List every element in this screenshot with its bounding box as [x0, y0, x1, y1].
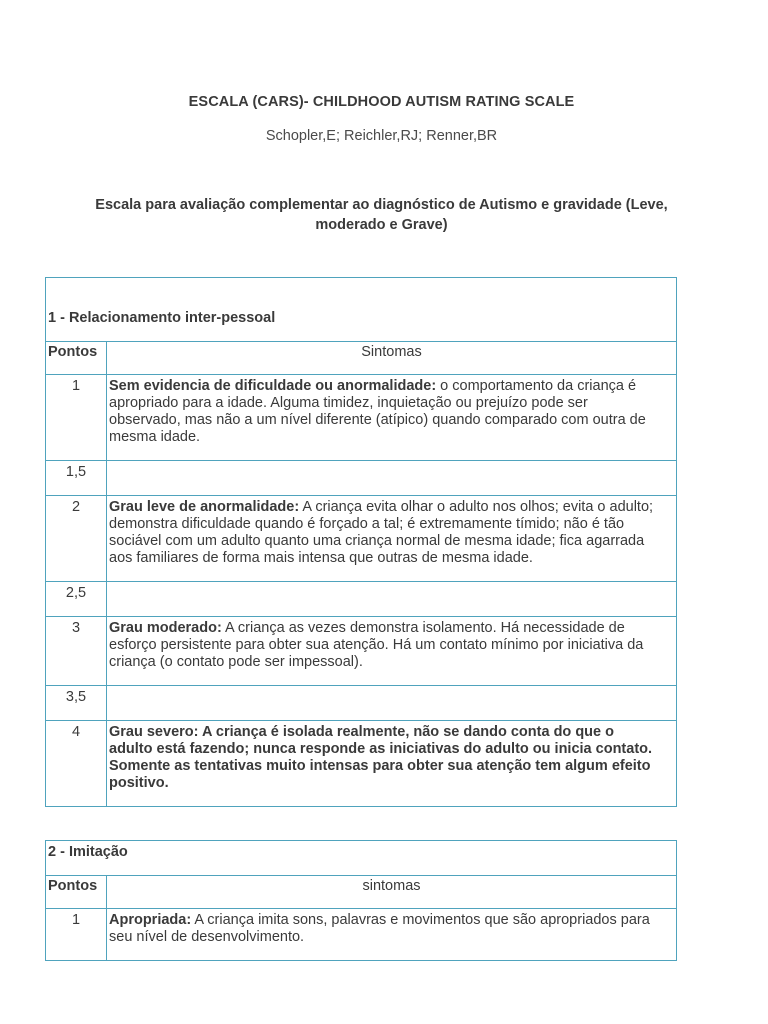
score-row — [46, 909, 677, 961]
document-subtitle: Escala para avaliação complementar ao diagnóstico de Autismo e gravidade (Leve, moderado e Grave) — [95, 197, 668, 233]
score-symptoms — [107, 909, 677, 961]
column-header-points: Pontos — [46, 342, 107, 375]
score-points: 4 — [46, 721, 107, 807]
score-symptoms — [107, 461, 677, 496]
score-symptoms — [107, 496, 677, 582]
severity-label: Grau leve de anormalidade: — [109, 499, 300, 515]
score-points: 2 — [46, 496, 107, 582]
column-header-row — [46, 342, 677, 375]
severity-description: A criança as vezes demonstra isolamento. Há necessidade de esforço persistente para obter sua atenção. Há um contato mínimo por iniciativa da criança (o contato pode ser impessoal). — [109, 620, 644, 670]
score-symptoms — [107, 617, 677, 686]
severity-description: o comportamento da criança é apropriado para a idade. Alguma timidez, inquietação ou prejuízo pode ser observado, mas não a um nível diferente (atípico) quando comparado com outra de mesma idade. — [109, 378, 646, 445]
score-points: 3 — [46, 617, 107, 686]
score-points: 2,5 — [46, 582, 107, 617]
section-header-row — [46, 841, 677, 876]
section-header-row — [46, 278, 677, 342]
score-symptoms — [107, 582, 677, 617]
score-symptoms — [107, 721, 677, 807]
column-header-symptoms: Sintomas — [107, 342, 677, 375]
severity-label: Sem evidencia de dificuldade ou anormalidade: — [109, 378, 437, 394]
score-row — [46, 721, 677, 807]
section-title: 1 - Relacionamento inter-pessoal — [46, 278, 677, 342]
section-table-imitacao — [45, 840, 677, 961]
column-header-symptoms: sintomas — [107, 876, 677, 909]
score-points: 1,5 — [46, 461, 107, 496]
severity-description: A criança imita sons, palavras e movimentos que são apropriados para seu nível de desenvolvimento. — [109, 912, 650, 945]
score-points: 3,5 — [46, 686, 107, 721]
section-table-relacionamento — [45, 277, 677, 807]
score-row — [46, 375, 677, 461]
severity-description: A criança é isolada realmente, não se dando conta do que o adulto está fazendo; nunca responde as iniciativas do adulto ou inicia contato. Somente as tentativas muito intensas para obter sua atenção tem algum efeito positivo. — [109, 724, 653, 791]
severity-description: A criança evita olhar o adulto nos olhos; evita o adulto; demonstra dificuldade quando é forçado a tal; é extremamente tímido; não é tão sociável com um adulto quanto uma criança normal de mesma idade; fica agarrada aos familiares de forma mais intensa que outras de mesma idade. — [109, 499, 654, 566]
document-authors: Schopler,E; Reichler,RJ; Renner,BR — [265, 128, 498, 144]
score-row — [46, 582, 677, 617]
score-points: 1 — [46, 375, 107, 461]
score-symptoms — [107, 686, 677, 721]
score-row — [46, 496, 677, 582]
score-row — [46, 617, 677, 686]
column-header-row — [46, 876, 677, 909]
section-title: 2 - Imitação — [46, 841, 677, 876]
severity-label: Apropriada: — [109, 912, 192, 928]
severity-label: Grau moderado: — [109, 620, 222, 636]
severity-label: Grau severo: — [109, 724, 199, 740]
document-title: ESCALA (CARS)- CHILDHOOD AUTISM RATING SCALE — [188, 94, 575, 110]
score-symptoms — [107, 375, 677, 461]
score-row — [46, 461, 677, 496]
score-points: 1 — [46, 909, 107, 961]
score-row — [46, 686, 677, 721]
column-header-points: Pontos — [46, 876, 107, 909]
